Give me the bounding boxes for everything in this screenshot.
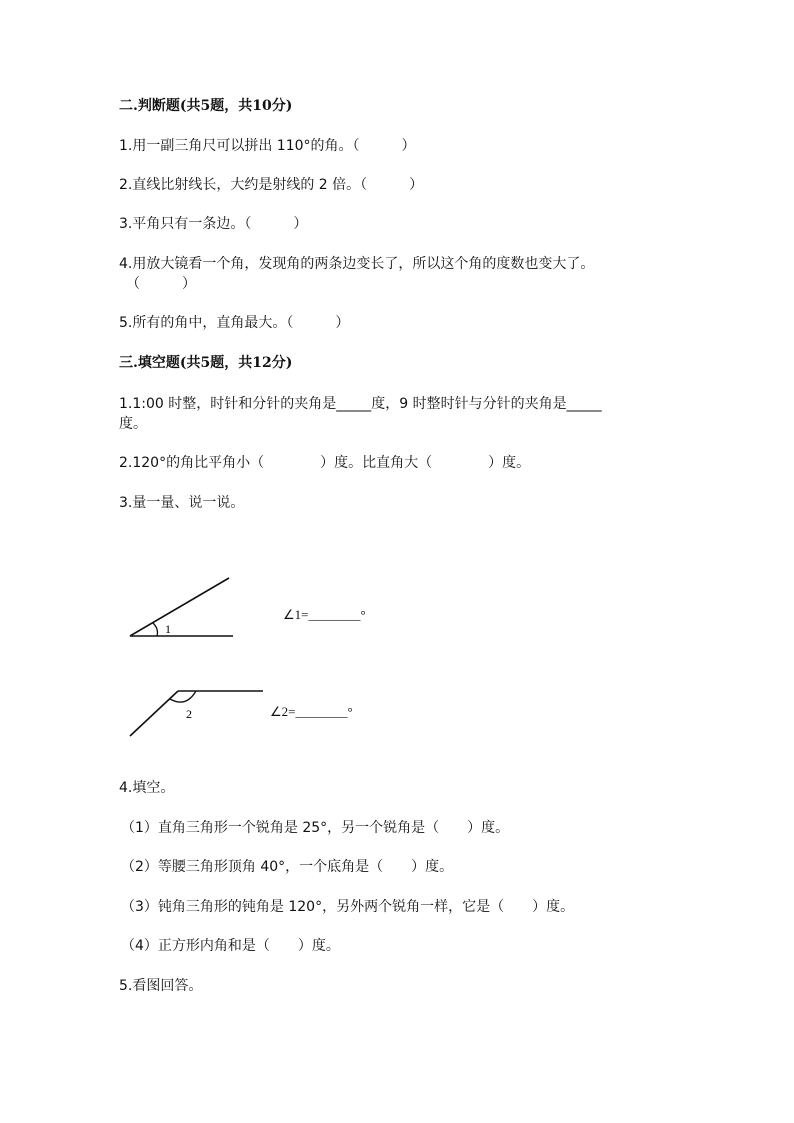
angle-1-figure [130,578,233,636]
judge-question-5: 5.所有的角中，直角最大。（ ） [119,315,350,331]
section2-title: 二.判断题(共5题，共10分) [119,98,293,114]
fill-question-4-item-2: （2）等腰三角形顶角 40°，一个底角是（ ）度。 [121,859,454,875]
angle-2-answer: ∠2=________° [270,704,353,719]
judge-question-1: 1.用一副三角尺可以拼出 110°的角。（ ） [119,138,416,154]
angle-1-arc [153,623,158,636]
angle-1-label: 1 [165,622,171,636]
fill-question-3: 3.量一量、说一说。 [119,495,245,511]
judge-question-2: 2.直线比射线长，大约是射线的 2 倍。（ ） [119,177,424,193]
judge-question-4: 4.用放大镜看一个角，发现角的两条边变长了，所以这个角的度数也变大了。 [119,256,595,272]
fill-question-4-item-1: （1）直角三角形一个锐角是 25°，另一个锐角是（ ）度。 [121,820,510,836]
angle-2-figure [130,691,263,736]
angle-1-ray-slanted [130,578,229,636]
fill-question-1-cont: 度。 [119,416,147,432]
fill-question-5: 5.看图回答。 [119,978,203,994]
angle-1-answer: ∠1=________° [283,607,366,622]
section3-title: 三.填空题(共5题，共12分) [119,355,293,371]
angle-2-ray-slanted [130,691,178,736]
fill-question-4-item-4: （4）正方形内角和是（ ）度。 [121,938,340,954]
angle-2-label: 2 [186,707,192,721]
angle-2-arc [170,691,196,702]
fill-question-4-item-3: （3）钝角三角形的钝角是 120°，另外两个锐角一样，它是（ ）度。 [121,899,575,915]
fill-question-1: 1.1:00 时整，时针和分针的夹角是_____度，9 时整时针与分针的夹角是_____ [119,396,602,412]
judge-question-3: 3.平角只有一条边。（ ） [119,216,308,232]
fill-question-2: 2.120°的角比平角小（ ）度。比直角大（ ）度。 [119,455,531,471]
fill-question-4: 4.填空。 [119,780,175,796]
judge-question-4-blank: （ ） [126,276,196,292]
